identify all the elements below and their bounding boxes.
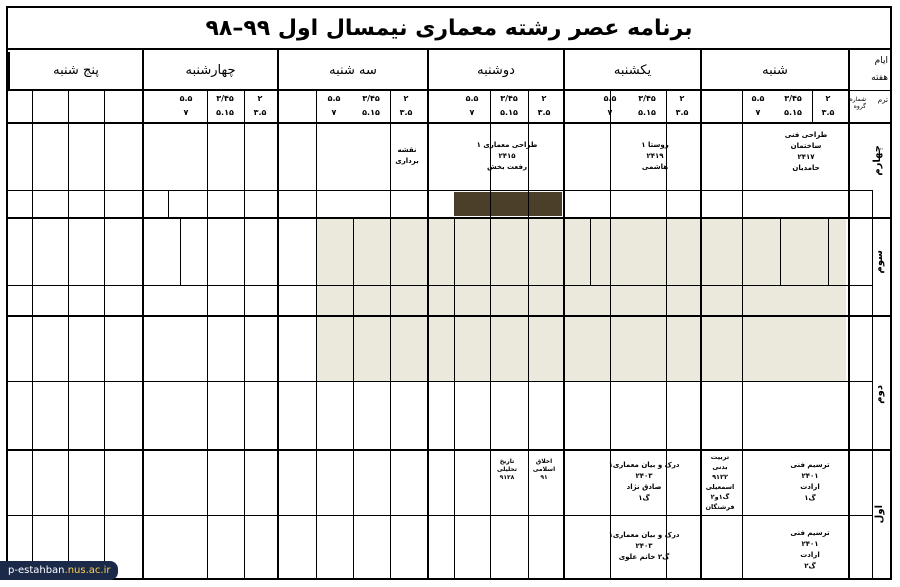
time-end: ۷ bbox=[469, 108, 475, 117]
corner-days-label: ایام bbox=[874, 56, 888, 66]
grid-line bbox=[8, 90, 890, 91]
time-end: ۳.۵ bbox=[253, 108, 267, 117]
day-header-sunday: یکشنبه bbox=[563, 52, 700, 90]
grid-line bbox=[563, 50, 565, 580]
page-title: برنامه عصر رشته معماری نیمسال اول ۹۹–۹۸ bbox=[8, 8, 890, 50]
time-start: ۳/۴۵ bbox=[500, 94, 518, 103]
grid-line bbox=[828, 217, 829, 285]
shaded-block bbox=[316, 218, 846, 285]
time-end: ۳.۵ bbox=[821, 108, 835, 117]
time-end: ۷ bbox=[183, 108, 189, 117]
time-end: ۳.۵ bbox=[675, 108, 689, 117]
day-header-thursday: پنج شنبه bbox=[8, 52, 142, 90]
time-start: ۳/۴۵ bbox=[216, 94, 234, 103]
grid-line bbox=[8, 315, 890, 317]
time-start: ۳/۴۵ bbox=[784, 94, 802, 103]
grid-line bbox=[32, 90, 33, 580]
day-header-saturday: شنبه bbox=[700, 52, 848, 90]
grid-line bbox=[872, 190, 873, 580]
time-start: ۵.۵ bbox=[179, 94, 193, 103]
grid-line bbox=[104, 90, 105, 580]
term-label-2: دوم bbox=[874, 385, 885, 404]
grid-line bbox=[610, 90, 611, 580]
time-end: ۷ bbox=[755, 108, 761, 117]
time-start: ۲ bbox=[403, 94, 409, 103]
grid-line bbox=[427, 50, 429, 580]
grid-line bbox=[780, 217, 781, 285]
day-header-wednesday: چهارشنبه bbox=[142, 52, 277, 90]
course-cell[interactable]: روستا ۱ ۲۴۱۹ هاشمی bbox=[641, 141, 669, 171]
term-label-4: چهارم bbox=[872, 145, 883, 176]
site-badge[interactable]: p-estahban.nus.ac.ir bbox=[0, 561, 118, 580]
course-cell[interactable]: نقشه برداری bbox=[395, 146, 419, 165]
dark-block bbox=[454, 192, 562, 216]
time-start: ۲ bbox=[257, 94, 263, 103]
time-start: ۲ bbox=[541, 94, 547, 103]
grid-line bbox=[812, 90, 813, 122]
grid-line bbox=[277, 50, 279, 580]
time-end: ۵.۱۵ bbox=[784, 108, 802, 117]
time-start: ۵.۵ bbox=[327, 94, 341, 103]
grid-line bbox=[742, 90, 743, 580]
grid-line bbox=[353, 217, 354, 580]
grid-line bbox=[848, 50, 850, 580]
corner-term-label: ترم bbox=[877, 96, 888, 104]
time-start: ۳/۴۵ bbox=[638, 94, 656, 103]
course-cell[interactable]: درک و بیان معماری۱ ۲۴۰۳ صادق نژاد گ۱ bbox=[608, 461, 680, 502]
term-label-1: اول bbox=[874, 505, 885, 524]
grid-line bbox=[8, 217, 890, 219]
grid-line bbox=[316, 90, 317, 580]
grid-line bbox=[8, 449, 890, 451]
course-cell-vertical[interactable]: تاریخ تحلیلی ۹۱۲۸ bbox=[497, 458, 517, 481]
grid-line bbox=[244, 90, 245, 580]
course-cell[interactable]: درک و بیان معماری۱ ۲۴۰۳ گ۲ خانم علوی bbox=[608, 531, 680, 561]
time-end: ۵.۱۵ bbox=[500, 108, 518, 117]
shaded-block bbox=[316, 315, 846, 382]
time-start: ۲ bbox=[679, 94, 685, 103]
time-end: ۷ bbox=[331, 108, 337, 117]
course-cell[interactable]: ترسیم فنی ۲۴۰۱ ارادت گ۲ bbox=[790, 529, 830, 570]
time-start: ۵.۵ bbox=[603, 94, 617, 103]
time-end: ۷ bbox=[607, 108, 613, 117]
time-end: ۵.۱۵ bbox=[638, 108, 656, 117]
time-end: ۵.۱۵ bbox=[216, 108, 234, 117]
day-header-tuesday: سه شنبه bbox=[277, 52, 427, 90]
grid-line bbox=[8, 122, 890, 124]
grid-line bbox=[168, 190, 169, 217]
grid-line bbox=[207, 90, 208, 580]
grid-line bbox=[142, 50, 144, 580]
course-cell[interactable]: تربیت بدنی ۹۱۲۲ اسمعیلی گ۱و۲ فرشتگان bbox=[705, 453, 735, 511]
grid-line bbox=[390, 90, 391, 580]
grid-line bbox=[68, 90, 69, 580]
corner-week-label: هفته bbox=[871, 73, 888, 83]
time-start: ۲ bbox=[825, 94, 831, 103]
course-cell[interactable]: طراحی فنی ساختمان ۲۴۱۷ حامدیان bbox=[784, 131, 828, 172]
time-start: ۳/۴۵ bbox=[362, 94, 380, 103]
shaded-block bbox=[316, 285, 846, 315]
grid-line bbox=[454, 217, 455, 580]
time-end: ۳.۵ bbox=[537, 108, 551, 117]
day-header-monday: دوشنبه bbox=[427, 52, 563, 90]
course-cell[interactable]: طراحی معماری ۱ ۲۴۱۵ رفعت بخش bbox=[476, 141, 538, 171]
grid-line bbox=[180, 217, 181, 285]
corner-group-label: شماره گروه bbox=[849, 96, 866, 110]
course-cell-vertical[interactable]: اخلاق اسلامی ۹۱ bbox=[532, 458, 556, 481]
time-start: ۵.۵ bbox=[751, 94, 765, 103]
term-label-3: سوم bbox=[874, 250, 885, 274]
time-start: ۵.۵ bbox=[465, 94, 479, 103]
time-end: ۵.۱۵ bbox=[362, 108, 380, 117]
course-cell[interactable]: ترسیم فنی ۲۴۰۱ ارادت گ۱ bbox=[790, 461, 830, 502]
grid-line bbox=[590, 217, 591, 285]
time-end: ۳.۵ bbox=[399, 108, 413, 117]
